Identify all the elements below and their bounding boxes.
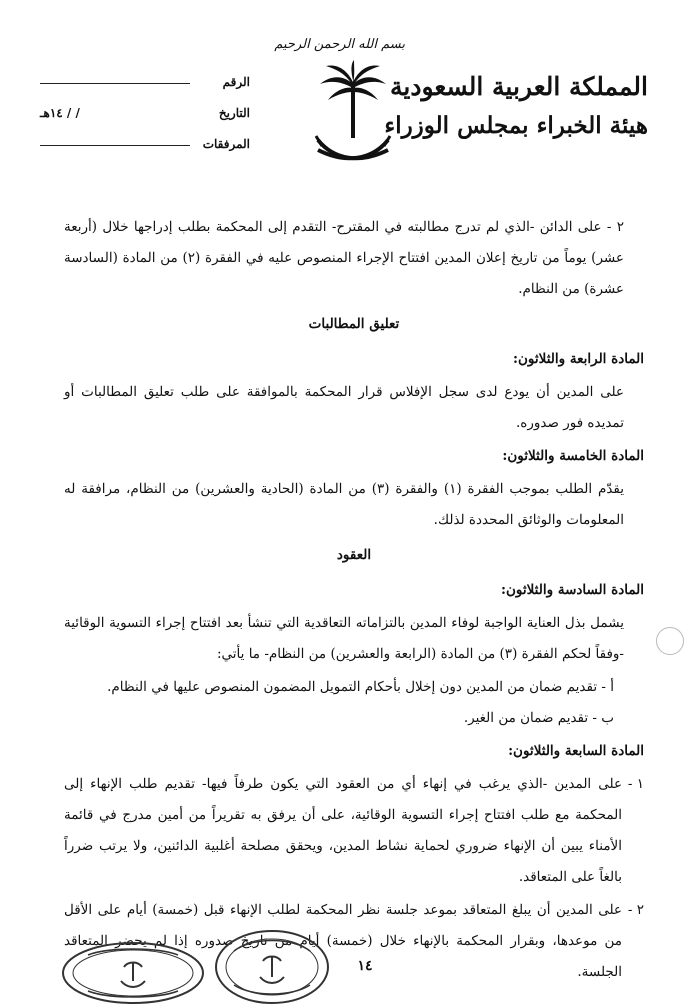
attachments-field xyxy=(40,132,250,156)
date-value: / / ١٤هـ xyxy=(40,106,80,120)
number-label: الرقم xyxy=(222,75,250,89)
article-35-text: يقدّم الطلب بموجب الفقرة (١) والفقرة (٣) من المادة (الحادية والعشرين) من النظام، مرافقة له المعلومات والوثائق المحددة لذلك. xyxy=(64,481,625,528)
official-seal-stamp xyxy=(58,935,208,1005)
article-36-item-b: ب - تقديم ضمان من الغير. xyxy=(463,710,614,726)
paragraph-item-2: ٢ - على الدائن -الذي لم تدرج مطالبته في المقترح- التقدم إلى المحكمة بطلب إدراجها خلال (أربعة عشر) يوماً من تاريخ إعلان المدين افتتاح الإجراء المنصوص عليه في الفقرة (٢) من المادة (السادسة عشرة) من النظام. xyxy=(64,219,624,297)
article-37-item-1 xyxy=(64,769,644,893)
number-line xyxy=(40,83,190,84)
article-37-item-2-number: ٢ - xyxy=(627,902,644,918)
section-heading-suspension: تعليق المطالبات xyxy=(308,316,400,332)
date-label: التاريخ xyxy=(218,106,250,120)
article-37-item-1-number: ١ - xyxy=(627,776,644,792)
page-number: ١٤ xyxy=(357,958,373,974)
article-36-item-a: أ - تقديم ضمان من المدين دون إخلال بأحكام التمويل المضمون المنصوص عليها في النظام. xyxy=(107,679,614,695)
article-37-item-1-text: على المدين -الذي يرغب في إنهاء أي من العقود التي يكون طرفاً فيها- تقديم طلب الإنهاء إلى المحكمة مع طلب افتتاح إجراء التسوية الوقائية، على أن يرفق به تقريراً من أمين مدرج في قائمة الأمناء يبين أن الإنهاء ضروري لحماية نشاط المدين، ويحقق مصلحة أغلبية الدائنين، ولا يرتب ضرراً بالغاً على المتعاقد. xyxy=(64,776,622,885)
number-field xyxy=(40,70,250,94)
article-34-title: المادة الرابعة والثلاثون: xyxy=(513,351,644,367)
punch-hole-mark xyxy=(656,627,684,655)
document-body xyxy=(64,212,644,990)
basmala-calligraphy: بسم الله الرحمن الرحيم xyxy=(274,37,405,52)
article-34-text: على المدين أن يودع لدى سجل الإفلاس قرار المحكمة بالموافقة على طلب تعليق المطالبات أو تمديده فور صدوره. xyxy=(64,384,624,431)
round-seal-stamp xyxy=(212,925,332,1005)
section-heading-contracts: العقود xyxy=(336,547,372,563)
date-field xyxy=(40,101,250,125)
article-37-title: المادة السابعة والثلاثون: xyxy=(508,743,644,759)
article-37-item-2-text: على المدين أن يبلغ المتعاقد بموعد جلسة نظر المحكمة لطلب الإنهاء قبل (خمسة) أيام على الأقل من موعدها، وبقرار المحكمة بالإنهاء خلال (خمسة) أيام من تاريخ صدوره إذا لم يحضر المتعاقد الجلسة. xyxy=(64,902,622,980)
article-35-title: المادة الخامسة والثلاثون: xyxy=(502,448,644,464)
attachments-line xyxy=(40,145,190,146)
organization-agency-name: هيئة الخبراء بمجلس الوزراء xyxy=(384,112,648,139)
saudi-emblem-icon xyxy=(312,60,394,170)
attachments-label: المرفقات xyxy=(202,137,250,151)
article-36-title: المادة السادسة والثلاثون: xyxy=(501,582,644,598)
organization-country-name: المملكة العربية السعودية xyxy=(389,72,648,101)
article-36-text: يشمل بذل العناية الواجبة لوفاء المدين بالتزاماته التعاقدية التي تنشأ بعد افتتاح إجراء التسوية الوقائية -وفقاً لحكم الفقرة (٣) من المادة (الرابعة والعشرين) من النظام- ما يأتي: xyxy=(64,615,624,662)
